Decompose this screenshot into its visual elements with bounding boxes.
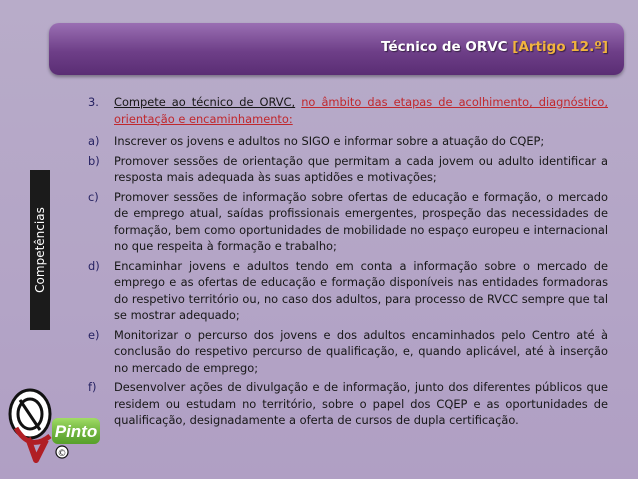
pinto-logo-icon xyxy=(6,384,104,464)
list-marker: e) xyxy=(88,327,100,342)
list-marker: d) xyxy=(88,258,100,273)
section-tab xyxy=(30,170,50,330)
list-marker: b) xyxy=(88,153,100,168)
intro-marker: 3. xyxy=(88,95,99,109)
list-item-e xyxy=(88,327,608,377)
logo-wordmark: Pinto xyxy=(54,422,98,441)
list-text: Desenvolver ações de divulgação e de informação, junto dos diferentes públicos que residem ou estudam no território, sobre o papel dos CQEP e as oportunidades de qualificação, designadamente a oferta de cursos de dupla certificação. xyxy=(114,380,608,427)
logo-symbol: © xyxy=(57,449,67,459)
article-reference: [Artigo 12.º] xyxy=(512,39,608,55)
title-main: Técnico de ORVC xyxy=(381,39,508,55)
list-marker: c) xyxy=(88,189,99,204)
list-text: Monitorizar o percurso dos jovens e dos adultos encaminhados pelo Centro até à conclusão do respetivo percurso de qualificação, e, quando aplicável, até à inserção no mercado de emprego; xyxy=(114,327,608,375)
list-text: Encaminhar jovens e adultos tendo em conta a informação sobre o mercado de emprego e as ofertas de educação e formação disponíveis nas entidades formadoras do respetivo território ou, no caso dos adultos, para processo de RVCC sempre que tal se mostrar adequado; xyxy=(114,258,608,322)
list-text: Promover sessões de informação sobre ofertas de educação e formação, o mercado de emprego atual, saídas profissionais emergentes, prospeção das necessidades de formação, bem como oportunidades de mobilidade no espaço europeu e internacional no que respeita à formação e trabalho; xyxy=(114,189,608,253)
title-banner xyxy=(49,23,624,75)
list-text: Promover sessões de orientação que permitam a cada jovem ou adulto identificar a resposta mais adequada às suas aptidões e motivações; xyxy=(114,153,608,184)
content-list xyxy=(88,94,608,432)
intro-highlight: no âmbito das etapas de acolhimento, diagnóstico, orientação e encaminhamento: xyxy=(114,95,608,126)
slide-title xyxy=(381,39,608,55)
list-text: Inscrever os jovens e adultos no SIGO e informar sobre a atuação do CQEP; xyxy=(114,134,545,148)
intro-lead: Compete ao técnico de ORVC, xyxy=(114,95,296,109)
list-item-c xyxy=(88,189,608,255)
intro-text xyxy=(114,94,608,127)
list-marker: a) xyxy=(88,134,100,148)
list-item-b xyxy=(88,153,608,186)
section-tab-label: Competências xyxy=(33,207,47,293)
list-item-d xyxy=(88,258,608,324)
intro-item xyxy=(88,94,608,127)
list-marker: f) xyxy=(88,380,97,394)
list-item-a xyxy=(88,133,608,150)
list-item-f xyxy=(88,379,608,429)
